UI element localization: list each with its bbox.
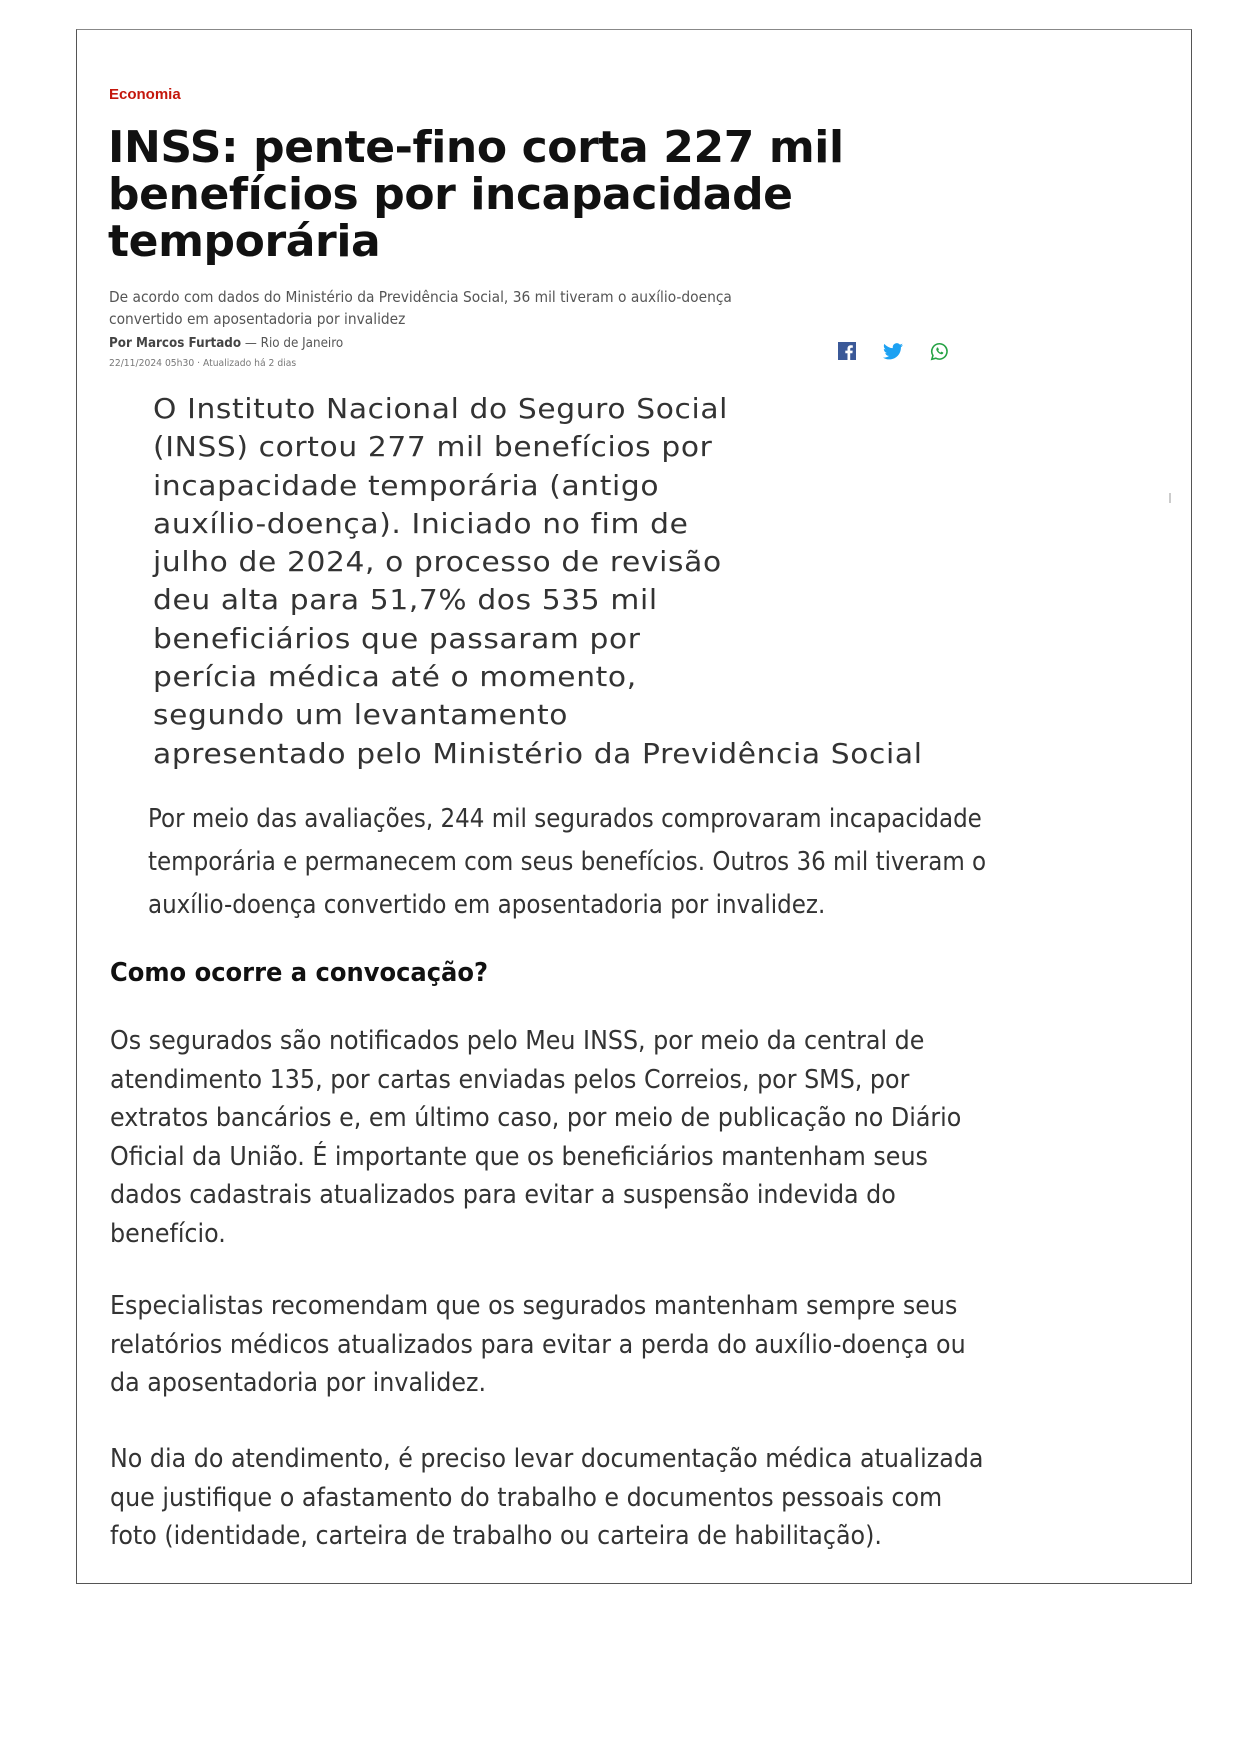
paragraph-line: Os segurados são notificados pelo Meu INSS, por meio da central de	[110, 1026, 925, 1056]
paragraph-line: No dia do atendimento, é preciso levar documentação médica atualizada	[110, 1444, 984, 1474]
paragraph-line: atendimento 135, por cartas enviadas pelos Correios, por SMS, por	[110, 1064, 910, 1095]
paragraph-evaluations	[148, 798, 1095, 927]
scroll-marker	[1169, 493, 1171, 503]
subtitle-line: convertido em aposentadoria por invalidez	[109, 310, 406, 328]
article-subtitle	[109, 286, 786, 330]
title-line: benefícios por incapacidade	[108, 169, 793, 220]
paragraph-line: Por meio das avaliações, 244 mil segurados comprovaram incapacidade	[148, 804, 982, 834]
facebook-icon[interactable]	[836, 340, 858, 362]
section-heading: Como ocorre a convocação?	[110, 958, 489, 988]
paragraph-line: Oficial da União. É importante que os beneficiários mantenham seus	[110, 1141, 928, 1172]
paragraph-notification	[110, 1022, 1040, 1253]
paragraph-line: extratos bancários e, em último caso, por meio de publicação no Diário	[110, 1103, 962, 1133]
title-line: INSS: pente-fino corta 227 mil	[108, 122, 844, 173]
paragraph-line: relatórios médicos atualizados para evitar a perda do auxílio-doença ou	[110, 1329, 966, 1360]
subtitle-line: De acordo com dados do Ministério da Previdência Social, 36 mil tiveram o auxílio-doença	[109, 288, 732, 306]
share-bar	[836, 340, 950, 362]
byline	[109, 336, 343, 351]
paragraph-documents	[110, 1440, 1065, 1556]
paragraph-line: Especialistas recomendam que os segurados mantenham sempre seus	[110, 1291, 958, 1321]
lead-line: deu alta para 51,7% dos 535 mil	[153, 583, 658, 617]
lead-line: julho de 2024, o processo de revisão	[153, 545, 722, 579]
lead-line: beneficiários que passaram por	[153, 621, 641, 655]
paragraph-line: da aposentadoria por invalidez.	[110, 1368, 487, 1398]
paragraph-line: que justifique o afastamento do trabalho e documentos pessoais com	[110, 1482, 943, 1513]
lead-paragraph	[153, 390, 923, 773]
lead-line: (INSS) cortou 277 mil benefícios por	[153, 430, 713, 464]
paragraph-line: temporária e permanecem com seus benefícios. Outros 36 mil tiveram o	[148, 847, 987, 877]
title-line: temporária	[108, 216, 381, 267]
lead-line: apresentado pelo Ministério da Previdência Social	[153, 736, 923, 770]
whatsapp-icon[interactable]	[928, 340, 950, 362]
article-title	[108, 124, 844, 265]
byline-location: Rio de Janeiro	[260, 336, 344, 351]
paragraph-line: foto (identidade, carteira de trabalho ou carteira de habilitação).	[110, 1521, 882, 1551]
twitter-icon[interactable]	[882, 340, 904, 362]
lead-line: auxílio-doença). Iniciado no fim de	[153, 506, 689, 540]
byline-separator: —	[241, 336, 261, 351]
section-label[interactable]: Economia	[109, 86, 181, 103]
lead-line: O Instituto Nacional do Seguro Social	[153, 392, 729, 425]
lead-line: perícia médica até o momento,	[153, 660, 637, 694]
lead-line: incapacidade temporária (antigo	[153, 468, 660, 502]
paragraph-line: auxílio-doença convertido em aposentadoria por invalidez.	[148, 890, 826, 920]
author-name[interactable]: Por Marcos Furtado	[109, 336, 242, 351]
paragraph-line: dados cadastrais atualizados para evitar a suspensão indevida do	[110, 1180, 896, 1210]
paragraph-line: benefício.	[110, 1218, 226, 1249]
lead-line: segundo um levantamento	[153, 698, 569, 732]
paragraph-specialists	[110, 1287, 1045, 1403]
publish-date: 22/11/2024 05h30 · Atualizado há 2 dias	[109, 358, 297, 369]
